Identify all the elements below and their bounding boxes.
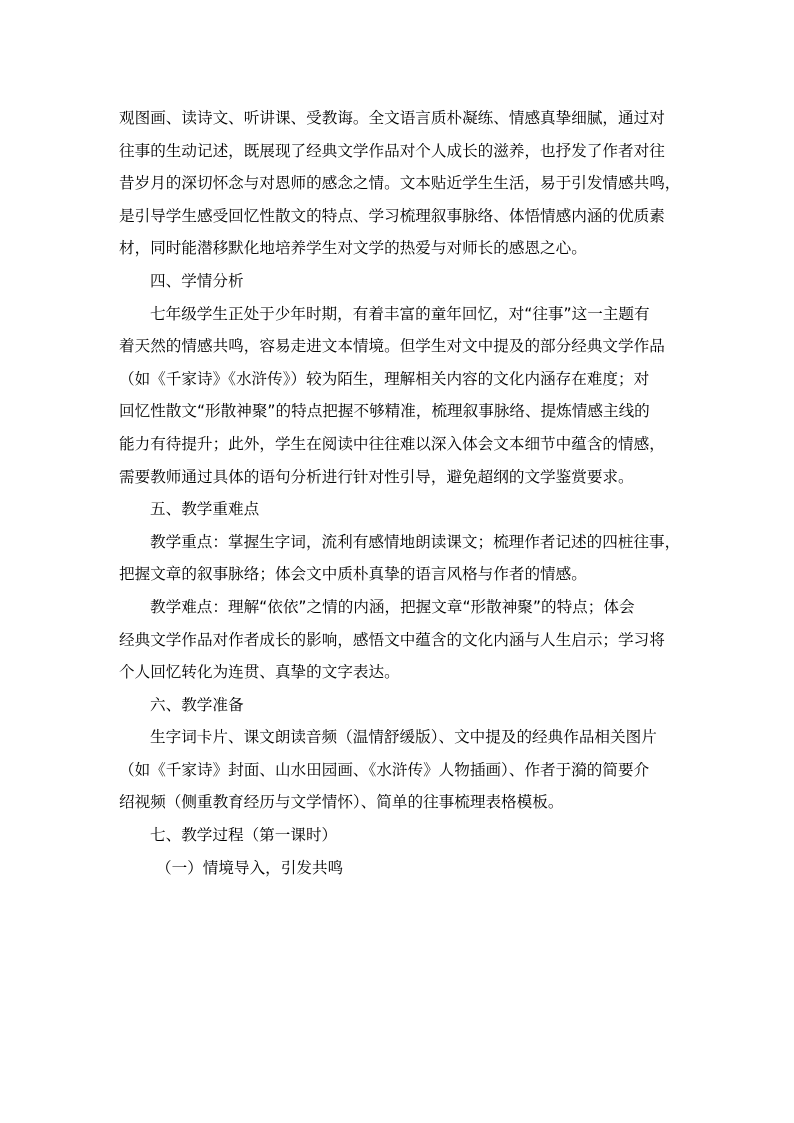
paragraph-teaching-focus	[119, 526, 681, 591]
text-line: 个人回忆转化为连贯、真挚的文字表达。	[119, 663, 400, 682]
text-line: （如《千家诗》封面、山水田园画、《水浒传》人物插画）、作者于漪的简要介	[119, 760, 650, 779]
text-line: 教学难点：理解“依依”之情的内涵，把握文章“形散神聚”的特点；体会	[150, 597, 635, 616]
text-line: 观图画、读诗文、听讲课、受教诲。全文语言质朴凝练、情感真挚细腻，通过对	[119, 109, 665, 127]
text-line: 着天然的情感共鸣，容易走进文本情境。但学生对文中提及的部分经典文学作品	[119, 337, 665, 356]
text-line: 是引导学生感受回忆性散文的特点、学习梳理叙事脉络、体悟情感内涵的优质素	[119, 206, 665, 225]
section-heading-key-points: 五、教学重难点	[150, 500, 260, 519]
text-line: 需要教师通过具体的语句分析进行针对性引导，避免超纲的文学鉴赏要求。	[119, 467, 634, 486]
text-line: 绍视频（侧重教育经历与文学情怀）、简单的往事梳理表格模板。	[119, 793, 564, 812]
text-line: （如《千家诗》《水浒传》）较为陌生，理解相关内容的文化内涵存在难度；对	[119, 369, 650, 388]
text-line: 把握文章的叙事脉络；体会文中质朴真挚的语言风格与作者的情感。	[119, 565, 587, 584]
paragraph-preparation	[119, 721, 675, 819]
text-line: 七年级学生正处于少年时期，有着丰富的童年回忆，对“往事”这一主题有	[150, 304, 650, 323]
text-line: 材，同时能潜移默化地培养学生对文学的热爱与对师长的感恩之心。	[119, 239, 587, 258]
subsection-heading-introduction: （一）情境导入，引发共鸣	[156, 858, 344, 877]
text-line: 能力有待提升；此外，学生在阅读中往往难以深入体会文本细节中蕴含的情感，	[119, 434, 665, 453]
document-body	[119, 102, 681, 884]
paragraph-student-analysis	[119, 298, 675, 494]
text-line: 生字词卡片、课文朗读音频（温情舒缓版）、文中提及的经典作品相关图片	[150, 728, 657, 747]
section-heading-student-analysis: 四、学情分析	[150, 271, 244, 290]
section-heading-teaching-process: 七、教学过程（第一课时）	[150, 826, 338, 845]
paragraph-text-analysis	[119, 102, 681, 265]
text-line: 回忆性散文“形散神聚”的特点把握不够精准，梳理叙事脉络、提炼情感主线的	[119, 402, 650, 421]
section-heading-preparation: 六、教学准备	[150, 695, 244, 714]
text-line: 昔岁月的深切怀念与对恩师的感念之情。文本贴近学生生活，易于引发情感共鸣，	[119, 174, 681, 193]
text-line: 教学重点：掌握生字词，流利有感情地朗读课文；梳理作者记述的四桩往事，	[150, 532, 681, 551]
text-line: 往事的生动记述，既展现了经典文学作品对个人成长的滋养，也抒发了作者对往	[119, 141, 665, 160]
text-line: 经典文学作品对作者成长的影响，感悟文中蕴含的文化内涵与人生启示；学习将	[119, 630, 665, 649]
paragraph-teaching-difficulty	[119, 591, 675, 689]
